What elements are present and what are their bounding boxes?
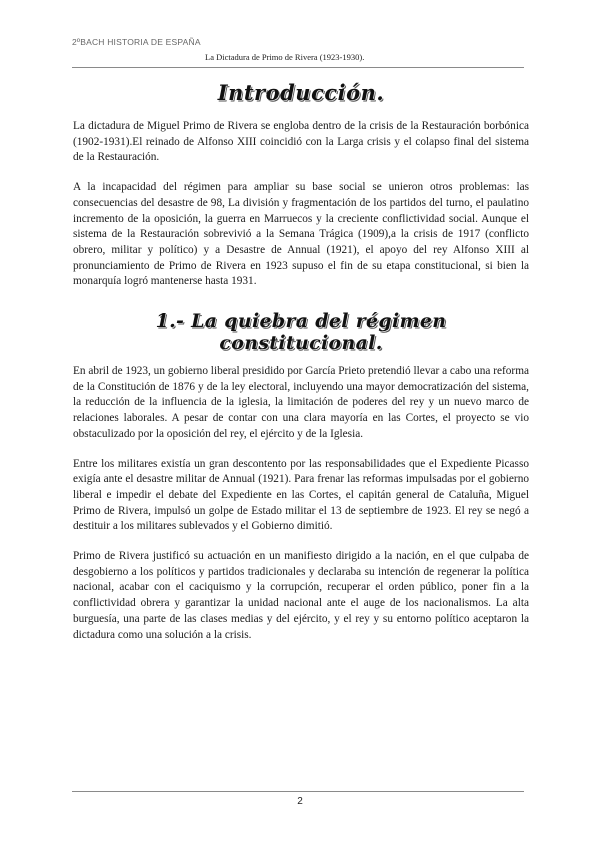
header-document-title: La Dictadura de Primo de Rivera (1923-1930). [205, 52, 365, 62]
page-number: 2 [297, 796, 303, 807]
header-divider [72, 67, 524, 68]
page-body [73, 80, 529, 657]
intro-heading: Introducción. [217, 80, 385, 105]
section-1-paragraph: Entre los militares existía un gran descontento por las responsabilidades que el Expediente Picasso exigía ante el desastre militar de Annual (1921). Para frenar las reformas impulsadas por el gobierno liberal e impedir el debate del Expediente en las Cortes, el capitán general de Cataluña, Miguel Primo de Rivera, impulsó un golpe de Estado militar el 13 de septiembre de 1923. El rey se negó a destituir a los militares sublevados y el Gobierno dimitió. [73, 457, 529, 533]
section-1-heading: 1.- La quiebra del régimen constitucional. [155, 310, 447, 355]
intro-paragraph: La dictadura de Miguel Primo de Rivera se engloba dentro de la crisis de la Restauración borbónica (1902-1931).El reinado de Alfonso XIII coincidió con la Larga crisis y el colapso final del sistema de la Restauración. [73, 120, 529, 164]
footer-divider [72, 791, 524, 792]
section-1-paragraph: Primo de Rivera justificó su actuación en un manifiesto dirigido a la nación, en el que culpaba de desgobierno a los políticos y partidos tradicionales y declaraba su intención de regenerar la política nacional, acabar con el caciquismo y la corrupción, recuperar el orden público, poner fin a la conflictividad obrera y garantizar la unidad nacional ante el auge de los nacionalismos. La alta burguesía, una parte de las clases medias y del ejército, y el rey y su entorno político aceptaron la dictadura como una solución a la crisis. [73, 550, 529, 641]
section-1-paragraph: En abril de 1923, un gobierno liberal presidido por García Prieto pretendió llevar a cabo una reforma de la Constitución de 1876 y de la ley electoral, incluyendo una mayor democratización del sistema, la reducción de la influencia de la iglesia, la limitación de poderes del rey y un nuevo marco de relaciones laborales. A pesar de contar con una clara mayoría en las Cortes, el proyecto se vio obstaculizado por la oposición del rey, el ejército y de la Iglesia. [73, 365, 529, 440]
intro-paragraph: A la incapacidad del régimen para ampliar su base social se unieron otros problemas: las consecuencias del desastre de 98, La división y fragmentación de los partidos del turno, el paulatino incremento de la oposición, la guerra en Marruecos y la creciente conflictividad social. Aunque el sistema de la Restauración sobrevivió a la Semana Trágica (1909),a la crisis de 1917 (conflicto obrero, militar y político) y a Desastre de Annual (1921), el apoyo del rey Alfonso XIII al pronunciamiento de Primo de Rivera en 1923 supuso el fin de su etapa constitucional, si bien la monarquía logró mantenerse hasta 1931. [73, 181, 529, 288]
header-course: 2ºBACH HISTORIA DE ESPAÑA [72, 37, 201, 47]
